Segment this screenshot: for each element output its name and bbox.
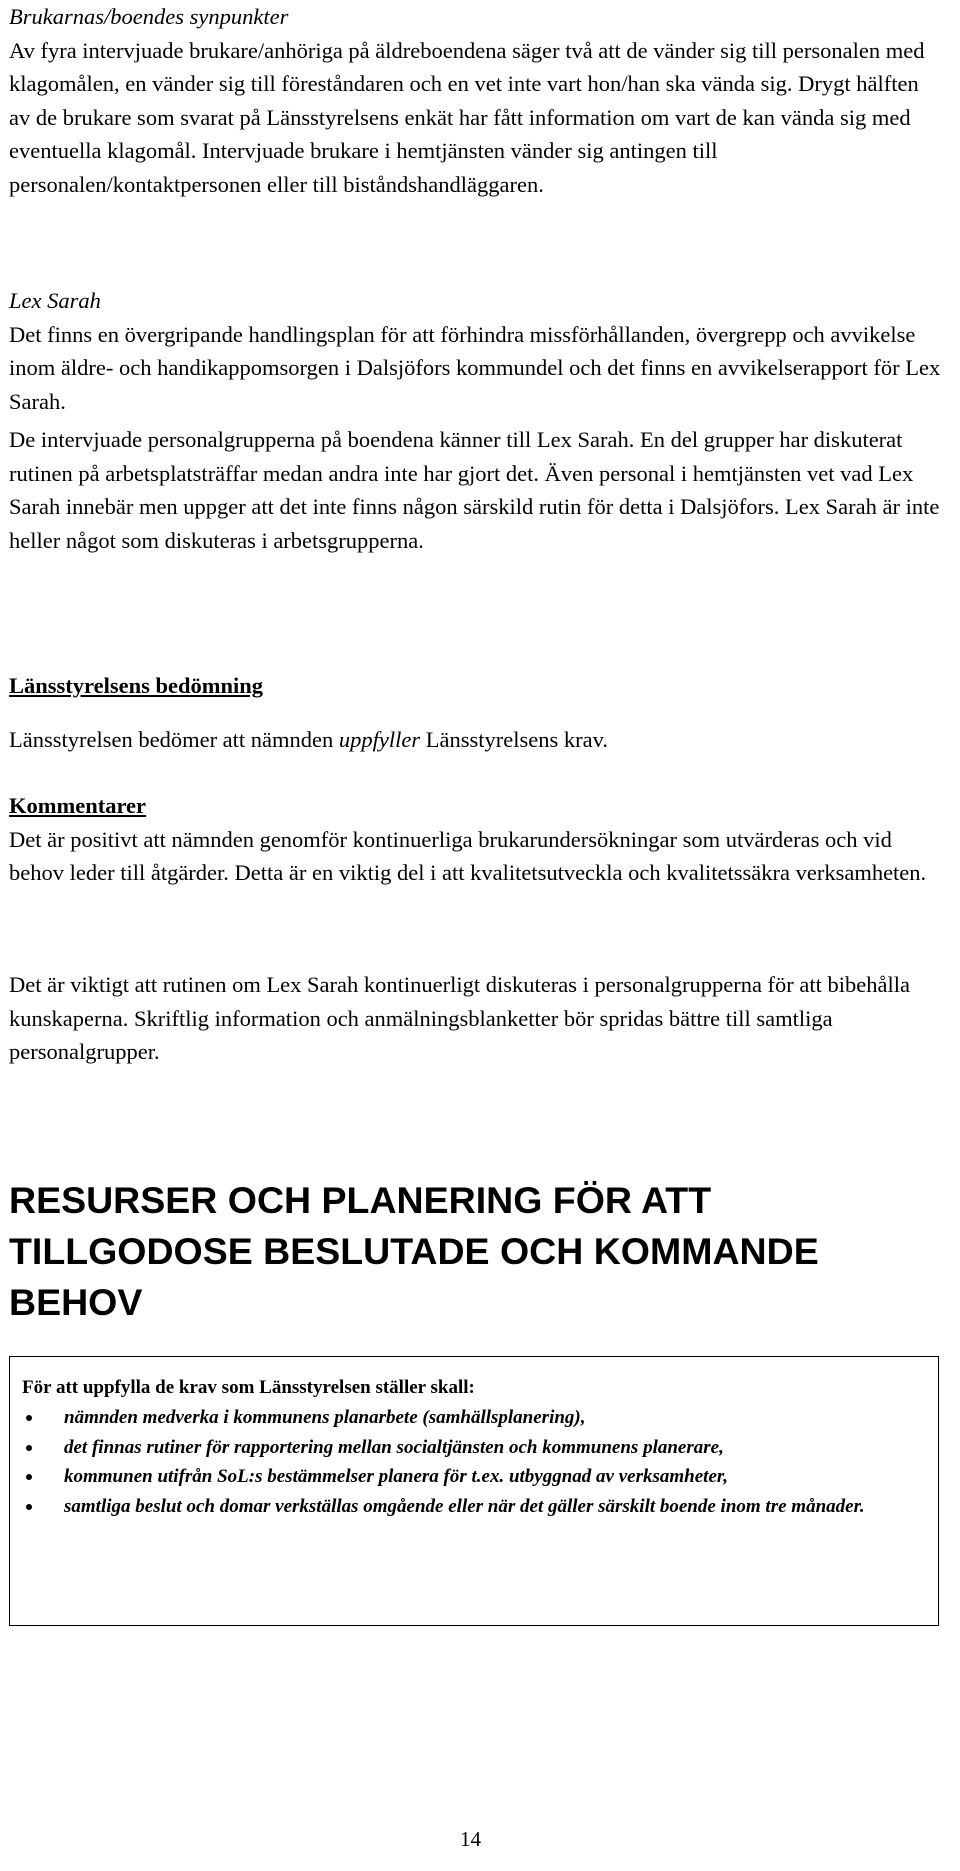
requirements-list [22, 1405, 926, 1520]
paragraph-kommentarer-positivt: Det är positivt att nämnden genomför kontinuerliga brukarundersökningar som utvärderas och vid behov leder till åtgärder. Detta är en viktig del i att kvalitetsutveckla och kvalitetssäkra verksamheten. [9, 826, 927, 885]
heading-lansstyrelsens-bedomning: Länsstyrelsens bedömning [9, 673, 264, 698]
paragraph-lex-sarah-handlingsplan: Det finns en övergripande handlingsplan för att förhindra missförhållanden, övergrepp och avvikelse inom äldre- och handikappomsorgen i Dalsjöfors kommundel och det finns en avvikelserapport för Lex Sarah. [9, 321, 941, 414]
paragraph-lex-sarah-personal: De intervjuade personalgrupperna på boendena känner till Lex Sarah. En del grupper har diskuterat rutinen på arbetsplatsträffar medan andra inte har gjort det. Även personal i hemtjänsten vet vad Lex Sarah innebär men uppger att det inte finns någon särskild rutin för detta i Dalsjöfors. Lex Sarah är inte heller något som diskuteras i arbetsgrupperna. [9, 427, 940, 553]
bedomning-text-start: Länsstyrelsen bedömer att nämnden [9, 727, 339, 752]
bedomning-text-end: Länsstyrelsens krav. [420, 727, 609, 752]
paragraph-synpunkter: Av fyra intervjuade brukare/anhöriga på äldreboendena säger två att de vänder sig till personalen med klagomålen, en vänder sig till föreståndaren och en vet inte vart hon/han ska vända sig. Drygt hälften av de brukare som svarat på Länsstyrelsens enkät har fått information om vart de kan vända sig med eventuella klagomål. Intervjuade brukare i hemtjänsten vänder sig antingen till personalen/kontaktpersonen eller till biståndshandläggaren. [9, 37, 925, 197]
subheading-lex-sarah: Lex Sarah [9, 288, 101, 313]
subheading-brukarnas-synpunkter: Brukarnas/boendes synpunkter [9, 4, 289, 29]
heading-kommentarer: Kommentarer [9, 793, 147, 818]
page-number: 14 [460, 1827, 481, 1851]
requirement-item: kommunen utifrån SoL:s bestämmelser planera för t.ex. utbyggnad av verksamheter, [22, 1464, 926, 1491]
bedomning-emphasis: uppfyller [338, 727, 421, 752]
paragraph-bedomning [9, 723, 608, 757]
requirement-item: nämnden medverka i kommunens planarbete (samhällsplanering), [22, 1405, 926, 1432]
section-lex-sarah [9, 284, 944, 418]
requirements-intro: För att uppfylla de krav som Länsstyrelsen ställer skall: [22, 1377, 475, 1398]
section-brukarnas-synpunkter [9, 0, 944, 201]
requirement-item: samtliga beslut och domar verkställas omgående eller när det gäller särskilt boende inom tre månader. [22, 1494, 926, 1521]
paragraph-kommentarer-rutinen: Det är viktigt att rutinen om Lex Sarah kontinuerligt diskuteras i personalgrupperna för att bibehålla kunskaperna. Skriftlig information och anmälningsblanketter bör spridas bättre till samtliga personalgrupper. [9, 972, 910, 1064]
section-heading-resurser-och-planering: RESURSER OCH PLANERING FÖR ATT TILLGODOSE BESLUTADE OCH KOMMANDE BEHOV [9, 1179, 819, 1323]
requirement-item: det finnas rutiner för rapportering mellan socialtjänsten och kommunens planerare, [22, 1435, 926, 1462]
requirements-box [9, 1356, 939, 1626]
section-kommentarer [9, 789, 944, 890]
